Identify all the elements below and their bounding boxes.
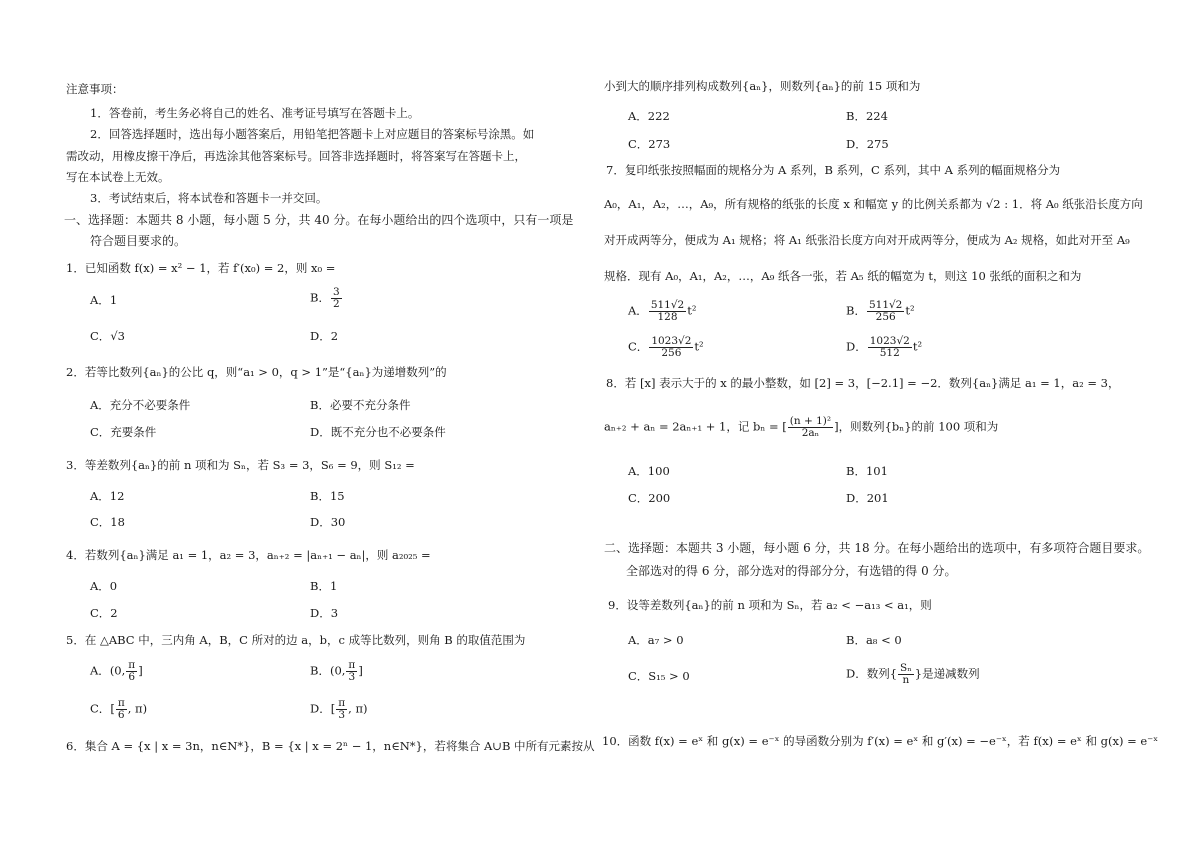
option-label: C．: [628, 339, 649, 354]
fraction: [867, 300, 904, 323]
fraction: [788, 416, 833, 439]
notice-item-1: 1．答卷前，考生务必将自己的姓名、准考证号填写在答题卡上。: [90, 106, 420, 120]
q6-option-b: B．224: [846, 109, 888, 123]
question-text: 复印纸张按照幅面的规格分为 A 系列，B 系列，C 系列，其中 A 系列的幅面规格分为: [624, 163, 1061, 177]
question-text: 若数列{aₙ}满足 a₁ = 1，a₂ = 3，aₙ₊₂ = |aₙ₊₁ − aₙ|，则 a₂₀₂₅ =: [84, 548, 431, 562]
q2-option-a: A．充分不必要条件: [90, 398, 191, 412]
fraction: [126, 660, 137, 683]
option-label: C．: [90, 329, 111, 343]
fraction-numerator: 1023√2: [651, 335, 692, 347]
fraction-numerator: π: [338, 697, 346, 709]
fraction: [649, 336, 693, 359]
fraction-denominator: 6: [117, 709, 125, 721]
question-text: 集合 A = {x | x = 3n，n∈N*}，B = {x | x = 2ⁿ − 1，n∈N*}，若将集合 A∪B 中所有元素按从: [84, 739, 595, 753]
fraction-numerator: 511√2: [650, 299, 685, 311]
interval-close: , π): [127, 701, 148, 716]
fraction-denominator: 2aₙ: [801, 427, 820, 439]
option-tail: t²: [905, 303, 915, 318]
fraction: [868, 336, 912, 359]
notice-item-2-cont: 需改动，用橡皮擦干净后，再选涂其他答案标号。回答非选择题时，将答案写在答题卡上，: [66, 149, 526, 163]
fraction-denominator: 128: [657, 311, 678, 323]
q3-option-a: A．12: [90, 489, 125, 503]
option-value: √3: [110, 329, 125, 343]
question-text: 设等差数列{aₙ}的前 n 项和为 Sₙ，若 a₂ < −a₁₃ < a₁，则: [626, 598, 932, 612]
fraction-denominator: 256: [875, 311, 896, 323]
question-6: [66, 738, 595, 754]
option-tail: t²: [694, 339, 704, 354]
q9-option-a: A．a₇ > 0: [628, 633, 684, 647]
q1-option-a: [90, 292, 117, 308]
fraction: [649, 300, 686, 323]
option-tail: t²: [687, 303, 697, 318]
q1-option-b: [310, 287, 343, 310]
interval-open: [: [110, 701, 115, 716]
question-8: [606, 375, 1119, 391]
option-label: A．: [90, 663, 110, 678]
fraction-numerator: (n + 1)²: [789, 415, 832, 427]
question-2: [66, 364, 447, 380]
q6-option-a: A．222: [628, 109, 670, 123]
option-label: B．: [846, 303, 866, 318]
question-text: 等差数列{aₙ}的前 n 项和为 Sₙ，若 S₃ = 3，S₆ = 9，则 S₁₂ =: [84, 458, 415, 472]
option-label: A．: [90, 293, 110, 307]
question-number: 5．: [66, 633, 85, 647]
q3-option-d: D．30: [310, 515, 346, 529]
fraction-denominator: 6: [128, 671, 136, 683]
option-label: B．: [310, 663, 330, 678]
question-1: [66, 260, 335, 276]
fraction-numerator: π: [128, 659, 136, 671]
q3-option-b: B．15: [310, 489, 345, 503]
q3-option-c: C．18: [90, 515, 125, 529]
option-value: 2: [330, 329, 339, 343]
question-4: [66, 547, 431, 563]
interval-open: (0,: [109, 663, 126, 678]
fraction: [116, 698, 127, 721]
q8-option-d: D．201: [846, 491, 889, 505]
fraction: [336, 698, 347, 721]
notice-item-2-cont2: 写在本试卷上无效。: [66, 170, 170, 184]
q2-option-d: D．既不充分也不必要条件: [310, 425, 446, 439]
question-7-line2: A₀，A₁，A₂，…，A₉，所有规格的纸张的长度 x 和幅宽 y 的比例关系都为 √2 : 1．将 A₀ 纸张沿长度方向: [604, 197, 1143, 211]
question-7-line4: 规格．现有 A₀，A₁，A₂，…，A₉ 纸各一张，若 A₅ 纸的幅宽为 t，则这 10 张纸的面积之和为: [604, 269, 1082, 283]
q8-option-a: A．100: [628, 464, 670, 478]
question-text: 函数 f(x) = eˣ 和 g(x) = e⁻ˣ 的导函数分别为 f′(x) = eˣ 和 g′(x) = −e⁻ˣ，若 f(x) = eˣ 和 g(x) = e⁻ˣ: [628, 734, 1159, 748]
question-number: 8．: [606, 376, 625, 390]
q9-option-c: C．S₁₅ > 0: [628, 669, 690, 683]
q1-option-d: [310, 328, 338, 344]
option-label: B．: [310, 290, 330, 305]
option-tail: t²: [912, 339, 923, 354]
fraction-denominator: 3: [348, 671, 356, 683]
q5-option-c: [90, 698, 147, 721]
question-10: [602, 733, 1158, 749]
q4-option-b: B．1: [310, 579, 338, 593]
q5-option-d: [310, 698, 368, 721]
q7-option-b: [846, 300, 915, 323]
q5-option-b: [310, 660, 363, 683]
fraction-denominator: 2: [332, 298, 340, 310]
option-label: D．数列{: [846, 666, 898, 681]
q9-option-d: [846, 663, 980, 686]
interval-close: ]: [138, 663, 143, 678]
question-3: [66, 457, 415, 473]
section2-heading-cont: 全部选对的得 6 分，部分选对的得部分分，有选错的得 0 分。: [626, 564, 957, 578]
interval-open: (0,: [329, 663, 346, 678]
fraction-numerator: π: [117, 697, 125, 709]
interval-close: ]: [358, 663, 363, 678]
fraction-denominator: 256: [661, 347, 682, 359]
q8-option-c: C．200: [628, 491, 671, 505]
question-number: 4．: [66, 548, 85, 562]
question-number: 1．: [66, 261, 85, 275]
fraction-numerator: 1023√2: [869, 335, 910, 347]
fraction-numerator: Sₙ: [900, 662, 912, 674]
q7-option-a: [628, 300, 696, 323]
option-value: 1: [109, 293, 118, 307]
question-number: 10．: [602, 734, 629, 748]
question-text: 若 [x] 表示大于的 x 的最小整数，如 [2] = 3，[−2.1] = −2．数列{aₙ}满足 a₁ = 1，a₂ = 3，: [624, 376, 1120, 390]
option-label: C．: [90, 701, 111, 716]
option-label: A．: [628, 303, 648, 318]
interval-close: , π): [348, 701, 368, 716]
fraction-denominator: 512: [879, 347, 900, 359]
fraction-denominator: 3: [338, 709, 346, 721]
q2-option-c: C．充要条件: [90, 425, 157, 439]
q6-option-d: D．275: [846, 137, 889, 151]
q1-option-c: [90, 328, 125, 344]
notice-title: 注意事项：: [66, 82, 124, 96]
q4-option-a: A．0: [90, 579, 118, 593]
notice-item-3: 3．考试结束后，将本试卷和答题卡一并交回。: [90, 191, 328, 205]
fraction: [331, 287, 342, 310]
question-text: 已知函数 f(x) = x² − 1，若 f′(x₀) = 2，则 x₀ =: [84, 261, 336, 275]
question-5: [66, 632, 525, 648]
q5-option-a: [90, 660, 143, 683]
formula-part: ]，则数列{bₙ}的前 100 项和为: [834, 419, 999, 434]
question-6-cont: 小到大的顺序排列构成数列{aₙ}，则数列{aₙ}的前 15 项和为: [604, 79, 921, 93]
fraction-denominator: n: [902, 674, 910, 686]
q4-option-c: C．2: [90, 606, 118, 620]
option-label: D．: [310, 329, 331, 343]
question-7: [606, 162, 1060, 178]
section1-heading: 一、选择题：本题共 8 小题，每小题 5 分，共 40 分。在每小题给出的四个选项中，只有一项是: [64, 213, 574, 227]
question-text: 若等比数列{aₙ}的公比 q，则“a₁ > 0，q > 1”是“{aₙ}为递增数列”的: [84, 365, 447, 379]
fraction-numerator: π: [348, 659, 356, 671]
q7-option-d: [846, 336, 922, 359]
question-number: 7．: [606, 163, 625, 177]
question-number: 6．: [66, 739, 85, 753]
fraction: [898, 663, 914, 686]
notice-item-2: 2．回答选择题时，选出每小题答案后，用铅笔把答题卡上对应题目的答案标号涂黑。如: [90, 127, 535, 141]
fraction-numerator: 511√2: [868, 299, 903, 311]
question-number: 3．: [66, 458, 85, 472]
q7-option-c: [628, 336, 704, 359]
fraction: [346, 660, 357, 683]
question-text: 在 △ABC 中，三内角 A，B，C 所对的边 a，b，c 成等比数列，则角 B 的取值范围为: [84, 633, 526, 647]
option-label: D．: [846, 339, 867, 354]
question-number: 2．: [66, 365, 85, 379]
question-number: 9．: [608, 598, 627, 612]
formula-part: aₙ₊₂ + aₙ = 2aₙ₊₁ + 1，记 bₙ = [: [604, 419, 787, 434]
interval-open: [: [330, 701, 336, 716]
question-8-line2: [604, 416, 998, 439]
q8-option-b: B．101: [846, 464, 888, 478]
fraction-numerator: 3: [332, 286, 340, 298]
question-9: [608, 597, 932, 613]
section2-heading: 二、选择题：本题共 3 小题，每小题 6 分，共 18 分。在每小题给出的选项中，有多项符合题目要求。: [604, 541, 1150, 555]
q2-option-b: B．必要不充分条件: [310, 398, 411, 412]
q4-option-d: D．3: [310, 606, 339, 620]
section1-heading-cont: 符合题目要求的。: [90, 234, 187, 248]
q6-option-c: C．273: [628, 137, 671, 151]
q9-option-b: B．a₈ < 0: [846, 633, 902, 647]
question-7-line3: 对开成两等分，便成为 A₁ 规格；将 A₁ 纸张沿长度方向对开成两等分，便成为 A₂ 规格，如此对开至 A₉: [604, 233, 1130, 247]
option-tail: }是递减数列: [914, 666, 980, 681]
option-label: D．: [310, 701, 331, 716]
